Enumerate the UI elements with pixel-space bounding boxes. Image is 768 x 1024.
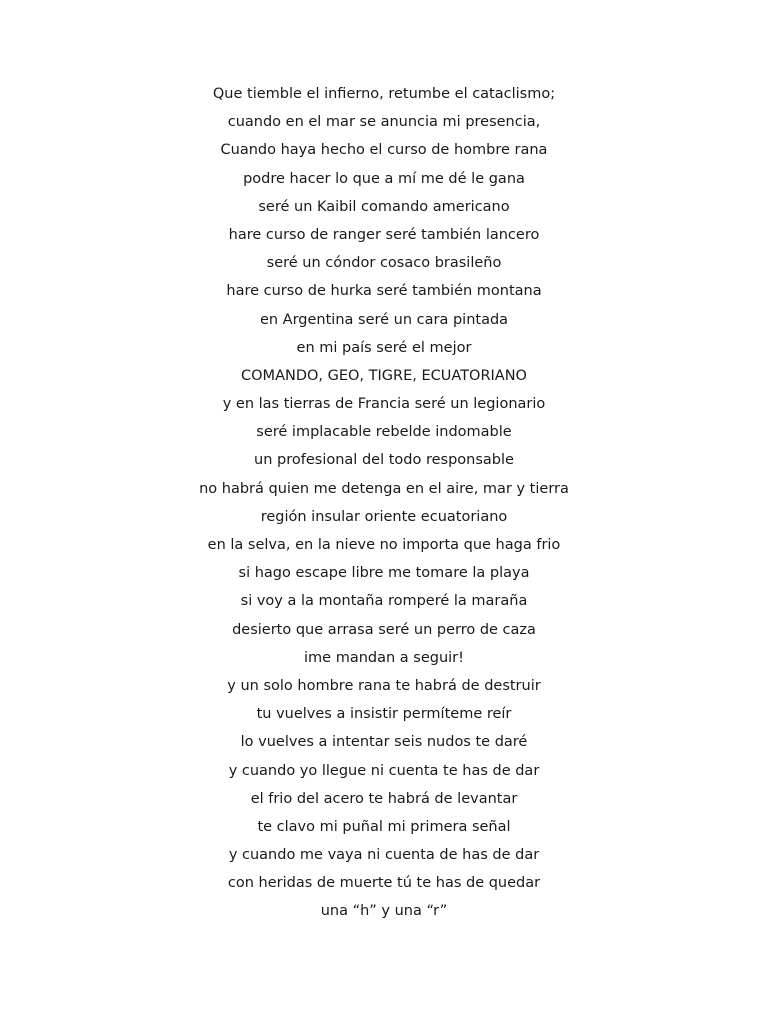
poem-text bbox=[0, 80, 768, 926]
poem-line: y en las tierras de Francia seré un legionario bbox=[222, 396, 546, 413]
poem-line: seré un cóndor cosaco brasileño bbox=[266, 255, 502, 272]
poem-line: con heridas de muerte tú te has de quedar bbox=[227, 875, 541, 892]
poem-line: cuando en el mar se anuncia mi presencia, bbox=[227, 114, 541, 131]
poem-line: seré un Kaibil comando americano bbox=[258, 198, 510, 215]
poem-line: región insular oriente ecuatoriano bbox=[260, 508, 508, 525]
poem-line: en la selva, en la nieve no importa que haga frio bbox=[207, 537, 561, 553]
poem-line: si voy a la montaña romperé la maraña bbox=[240, 593, 528, 610]
poem-line: tu vuelves a insistir permíteme reír bbox=[256, 706, 512, 723]
poem-line: podre hacer lo que a mí me dé le gana bbox=[243, 170, 525, 187]
poem-line: si hago escape libre me tomare la playa bbox=[238, 565, 530, 582]
poem-line: un profesional del todo responsable bbox=[254, 452, 514, 469]
poem-line: te clavo mi puñal mi primera señal bbox=[257, 818, 511, 835]
poem-line: el frio del acero te habrá de levantar bbox=[250, 790, 518, 807]
poem-line: en Argentina seré un cara pintada bbox=[259, 311, 509, 328]
poem-line: en mi país seré el mejor bbox=[296, 339, 472, 356]
poem-line: y cuando me vaya ni cuenta de has de dar bbox=[228, 847, 540, 864]
poem-line: no habrá quien me detenga en el aire, mar y tierra bbox=[199, 480, 569, 497]
poem-line: ime mandan a seguir! bbox=[304, 649, 464, 666]
poem-line: una “h” y una “r” bbox=[320, 903, 448, 920]
poem-line: Que tiemble el infierno, retumbe el cataclismo; bbox=[212, 86, 556, 102]
poem-line: lo vuelves a intentar seis nudos te daré bbox=[240, 734, 528, 751]
poem-line: desierto que arrasa seré un perro de caza bbox=[232, 621, 536, 638]
poem-line: y cuando yo llegue ni cuenta te has de dar bbox=[228, 762, 540, 779]
poem-line: seré implacable rebelde indomable bbox=[256, 424, 512, 441]
poem-line: y un solo hombre rana te habrá de destruir bbox=[227, 677, 541, 694]
poem-line: Cuando haya hecho el curso de hombre rana bbox=[220, 142, 548, 159]
poem-line: hare curso de ranger seré también lancero bbox=[228, 226, 540, 243]
poem-line: hare curso de hurka seré también montana bbox=[226, 283, 542, 300]
poem-line: COMANDO, GEO, TIGRE, ECUATORIANO bbox=[241, 367, 527, 384]
